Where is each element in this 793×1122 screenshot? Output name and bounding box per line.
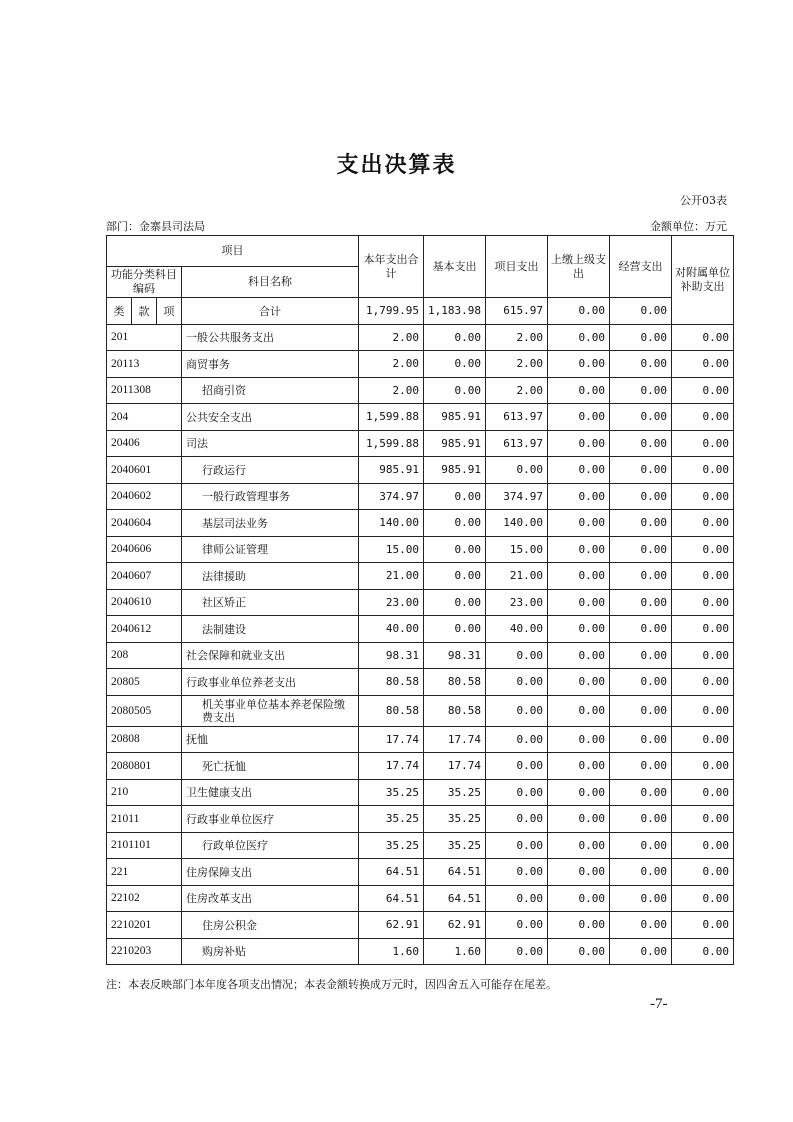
table-row xyxy=(107,536,734,563)
amount-cell: 0.00 xyxy=(672,483,734,510)
amount-cell: 0.00 xyxy=(672,404,734,431)
amount-cell: 0.00 xyxy=(424,536,486,563)
amount-cell: 0.00 xyxy=(672,859,734,886)
amount-cell: 0.00 xyxy=(548,832,610,859)
amount-cell: 40.00 xyxy=(486,616,548,643)
function-code-cell: 20805 xyxy=(107,669,182,696)
table-row xyxy=(107,912,734,939)
amount-cell: 0.00 xyxy=(486,753,548,780)
amount-cell: 98.31 xyxy=(424,642,486,669)
amount-cell: 2.00 xyxy=(359,351,424,378)
amount-cell: 0.00 xyxy=(486,832,548,859)
function-code-cell: 2040607 xyxy=(107,563,182,590)
table-row xyxy=(107,351,734,378)
amount-cell: 0.00 xyxy=(486,859,548,886)
amount-cell: 0.00 xyxy=(610,885,672,912)
function-code-cell: 2210203 xyxy=(107,938,182,965)
amount-cell: 23.00 xyxy=(486,589,548,616)
amount-cell: 0.00 xyxy=(548,859,610,886)
amount-cell: 0.00 xyxy=(672,377,734,404)
amount-cell: 0.00 xyxy=(486,885,548,912)
amount-cell: 0.00 xyxy=(548,753,610,780)
amount-cell: 0.00 xyxy=(486,457,548,484)
subject-name-cell: 基层司法业务 xyxy=(182,510,359,537)
amount-cell: 0.00 xyxy=(424,324,486,351)
amount-cell: 35.25 xyxy=(424,806,486,833)
subject-name-cell: 一般行政管理事务 xyxy=(182,483,359,510)
subject-name-cell: 行政事业单位医疗 xyxy=(182,806,359,833)
amount-cell: 613.97 xyxy=(486,430,548,457)
table-row xyxy=(107,779,734,806)
amount-cell: 2.00 xyxy=(359,324,424,351)
amount-cell: 0.00 xyxy=(672,430,734,457)
amount-cell: 0.00 xyxy=(672,885,734,912)
amount-cell: 1.60 xyxy=(424,938,486,965)
subject-name-cell: 行政运行 xyxy=(182,457,359,484)
amount-cell: 0.00 xyxy=(610,779,672,806)
amount-cell: 17.74 xyxy=(424,726,486,753)
amount-cell: 35.25 xyxy=(424,832,486,859)
amount-cell: 985.91 xyxy=(424,430,486,457)
amount-cell: 0.00 xyxy=(672,589,734,616)
function-code-cell: 2040606 xyxy=(107,536,182,563)
function-code-cell: 20808 xyxy=(107,726,182,753)
amount-cell: 0.00 xyxy=(424,589,486,616)
amount-cell: 0.00 xyxy=(672,753,734,780)
header-lei: 类 xyxy=(107,298,132,325)
amount-cell: 0.00 xyxy=(610,669,672,696)
total-value: 615.97 xyxy=(486,298,548,325)
function-code-cell: 2210201 xyxy=(107,912,182,939)
table-row xyxy=(107,563,734,590)
function-code-cell: 2040604 xyxy=(107,510,182,537)
header-total: 本年支出合计 xyxy=(359,236,424,298)
amount-cell: 62.91 xyxy=(359,912,424,939)
amount-cell: 0.00 xyxy=(548,510,610,537)
amount-cell: 0.00 xyxy=(672,536,734,563)
amount-cell: 0.00 xyxy=(548,404,610,431)
subject-name-cell: 住房改革支出 xyxy=(182,885,359,912)
header-upper: 上缴上级支出 xyxy=(548,236,610,298)
amount-cell: 2.00 xyxy=(486,377,548,404)
subject-name-cell: 抚恤 xyxy=(182,726,359,753)
amount-cell: 0.00 xyxy=(486,642,548,669)
total-label: 合计 xyxy=(182,298,359,325)
function-code-cell: 208 xyxy=(107,642,182,669)
amount-cell: 985.91 xyxy=(359,457,424,484)
subject-name-cell: 公共安全支出 xyxy=(182,404,359,431)
amount-cell: 0.00 xyxy=(610,726,672,753)
amount-cell: 0.00 xyxy=(548,726,610,753)
table-row xyxy=(107,404,734,431)
amount-unit-label: 金额单位：万元 xyxy=(650,220,727,233)
amount-cell: 0.00 xyxy=(610,563,672,590)
function-code-cell: 2080801 xyxy=(107,753,182,780)
amount-cell: 21.00 xyxy=(359,563,424,590)
table-row xyxy=(107,589,734,616)
amount-cell: 0.00 xyxy=(610,642,672,669)
amount-cell: 0.00 xyxy=(672,563,734,590)
amount-cell: 0.00 xyxy=(672,351,734,378)
subject-name-cell: 律师公证管理 xyxy=(182,536,359,563)
amount-cell: 140.00 xyxy=(359,510,424,537)
amount-cell: 0.00 xyxy=(548,483,610,510)
amount-cell: 15.00 xyxy=(359,536,424,563)
amount-cell: 0.00 xyxy=(672,616,734,643)
amount-cell: 0.00 xyxy=(610,351,672,378)
total-value: 0.00 xyxy=(548,298,610,325)
amount-cell: 140.00 xyxy=(486,510,548,537)
header-subject-name: 科目名称 xyxy=(182,267,359,298)
amount-cell: 0.00 xyxy=(672,779,734,806)
amount-cell: 0.00 xyxy=(672,669,734,696)
amount-cell: 2.00 xyxy=(359,377,424,404)
subject-name-cell: 死亡抚恤 xyxy=(182,753,359,780)
total-row xyxy=(107,298,734,325)
amount-cell: 0.00 xyxy=(424,483,486,510)
amount-cell: 0.00 xyxy=(610,536,672,563)
amount-cell: 0.00 xyxy=(610,430,672,457)
subject-name-cell: 司法 xyxy=(182,430,359,457)
amount-cell: 0.00 xyxy=(548,885,610,912)
amount-cell: 0.00 xyxy=(424,377,486,404)
amount-cell: 0.00 xyxy=(672,457,734,484)
function-code-cell: 22102 xyxy=(107,885,182,912)
subject-name-cell: 住房公积金 xyxy=(182,912,359,939)
amount-cell: 0.00 xyxy=(548,351,610,378)
amount-cell: 0.00 xyxy=(548,912,610,939)
amount-cell: 0.00 xyxy=(548,642,610,669)
function-code-cell: 2101101 xyxy=(107,832,182,859)
amount-cell: 0.00 xyxy=(548,563,610,590)
function-code-cell: 204 xyxy=(107,404,182,431)
amount-cell: 17.74 xyxy=(359,726,424,753)
amount-cell: 374.97 xyxy=(486,483,548,510)
function-code-cell: 2040602 xyxy=(107,483,182,510)
header-item: 项目 xyxy=(107,236,359,267)
expenditure-table xyxy=(106,235,734,965)
amount-cell: 80.58 xyxy=(424,695,486,726)
amount-cell: 64.51 xyxy=(359,885,424,912)
amount-cell: 0.00 xyxy=(610,806,672,833)
subject-name-cell: 购房补贴 xyxy=(182,938,359,965)
header-subsidy: 对附属单位补助支出 xyxy=(672,236,734,325)
amount-cell: 0.00 xyxy=(548,589,610,616)
subject-name-cell: 社区矫正 xyxy=(182,589,359,616)
subject-name-cell: 卫生健康支出 xyxy=(182,779,359,806)
amount-cell: 35.25 xyxy=(424,779,486,806)
amount-cell: 0.00 xyxy=(610,324,672,351)
amount-cell: 0.00 xyxy=(486,669,548,696)
amount-cell: 0.00 xyxy=(548,779,610,806)
amount-cell: 0.00 xyxy=(672,324,734,351)
amount-cell: 80.58 xyxy=(359,695,424,726)
subject-name-cell: 法律援助 xyxy=(182,563,359,590)
amount-cell: 0.00 xyxy=(486,779,548,806)
function-code-cell: 21011 xyxy=(107,806,182,833)
amount-cell: 0.00 xyxy=(548,377,610,404)
amount-cell: 0.00 xyxy=(424,351,486,378)
amount-cell: 0.00 xyxy=(610,912,672,939)
function-code-cell: 2040612 xyxy=(107,616,182,643)
amount-cell: 0.00 xyxy=(548,695,610,726)
footnote: 注：本表反映部门本年度各项支出情况；本表金额转换成万元时，因四舍五入可能存在尾差。 xyxy=(106,978,557,991)
amount-cell: 0.00 xyxy=(672,510,734,537)
amount-cell: 0.00 xyxy=(672,832,734,859)
subject-name-cell: 行政事业单位养老支出 xyxy=(182,669,359,696)
department-label: 部门：金寨县司法局 xyxy=(106,220,205,233)
amount-cell: 0.00 xyxy=(610,377,672,404)
table-row xyxy=(107,753,734,780)
amount-cell: 17.74 xyxy=(359,753,424,780)
amount-cell: 1,599.88 xyxy=(359,404,424,431)
amount-cell: 0.00 xyxy=(486,695,548,726)
header-project: 项目支出 xyxy=(486,236,548,298)
amount-cell: 98.31 xyxy=(359,642,424,669)
header-func-code: 功能分类科目编码 xyxy=(107,267,182,298)
amount-cell: 35.25 xyxy=(359,779,424,806)
amount-cell: 0.00 xyxy=(548,669,610,696)
table-row xyxy=(107,510,734,537)
amount-cell: 0.00 xyxy=(486,912,548,939)
total-value: 0.00 xyxy=(610,298,672,325)
amount-cell: 0.00 xyxy=(610,859,672,886)
table-row xyxy=(107,642,734,669)
subject-name-cell: 住房保障支出 xyxy=(182,859,359,886)
form-number: 公开03表 xyxy=(680,194,727,207)
amount-cell: 0.00 xyxy=(672,938,734,965)
amount-cell: 0.00 xyxy=(672,806,734,833)
table-row xyxy=(107,457,734,484)
amount-cell: 40.00 xyxy=(359,616,424,643)
table-row xyxy=(107,324,734,351)
amount-cell: 0.00 xyxy=(610,695,672,726)
amount-cell: 35.25 xyxy=(359,806,424,833)
amount-cell: 15.00 xyxy=(486,536,548,563)
amount-cell: 613.97 xyxy=(486,404,548,431)
table-row xyxy=(107,726,734,753)
header-kuan: 款 xyxy=(132,298,157,325)
table-row xyxy=(107,885,734,912)
table-row xyxy=(107,616,734,643)
amount-cell: 0.00 xyxy=(610,616,672,643)
table-row xyxy=(107,483,734,510)
total-value: 1,799.95 xyxy=(359,298,424,325)
function-code-cell: 2080505 xyxy=(107,695,182,726)
function-code-cell: 20406 xyxy=(107,430,182,457)
subject-name-cell: 社会保障和就业支出 xyxy=(182,642,359,669)
amount-cell: 64.51 xyxy=(424,859,486,886)
amount-cell: 62.91 xyxy=(424,912,486,939)
amount-cell: 374.97 xyxy=(359,483,424,510)
amount-cell: 64.51 xyxy=(359,859,424,886)
amount-cell: 0.00 xyxy=(672,695,734,726)
function-code-cell: 2040601 xyxy=(107,457,182,484)
function-code-cell: 20113 xyxy=(107,351,182,378)
amount-cell: 0.00 xyxy=(610,938,672,965)
amount-cell: 2.00 xyxy=(486,351,548,378)
header-basic: 基本支出 xyxy=(424,236,486,298)
function-code-cell: 221 xyxy=(107,859,182,886)
function-code-cell: 210 xyxy=(107,779,182,806)
amount-cell: 21.00 xyxy=(486,563,548,590)
amount-cell: 0.00 xyxy=(672,726,734,753)
amount-cell: 1.60 xyxy=(359,938,424,965)
function-code-cell: 2040610 xyxy=(107,589,182,616)
function-code-cell: 201 xyxy=(107,324,182,351)
table-row xyxy=(107,832,734,859)
amount-cell: 0.00 xyxy=(610,404,672,431)
amount-cell: 0.00 xyxy=(672,642,734,669)
amount-cell: 0.00 xyxy=(610,753,672,780)
amount-cell: 0.00 xyxy=(548,806,610,833)
amount-cell: 0.00 xyxy=(424,510,486,537)
amount-cell: 0.00 xyxy=(548,324,610,351)
total-value: 1,183.98 xyxy=(424,298,486,325)
page-number: -7- xyxy=(650,996,668,1012)
amount-cell: 64.51 xyxy=(424,885,486,912)
amount-cell: 0.00 xyxy=(548,938,610,965)
subject-name-cell: 法制建设 xyxy=(182,616,359,643)
amount-cell: 0.00 xyxy=(610,483,672,510)
amount-cell: 0.00 xyxy=(486,806,548,833)
amount-cell: 0.00 xyxy=(610,589,672,616)
table-row xyxy=(107,377,734,404)
amount-cell: 985.91 xyxy=(424,457,486,484)
amount-cell: 2.00 xyxy=(486,324,548,351)
page-title: 支出决算表 xyxy=(336,152,457,178)
amount-cell: 80.58 xyxy=(424,669,486,696)
amount-cell: 17.74 xyxy=(424,753,486,780)
amount-cell: 0.00 xyxy=(424,616,486,643)
table-row xyxy=(107,938,734,965)
table-row xyxy=(107,859,734,886)
amount-cell: 0.00 xyxy=(610,510,672,537)
subject-name-cell: 商贸事务 xyxy=(182,351,359,378)
amount-cell: 0.00 xyxy=(548,457,610,484)
amount-cell: 0.00 xyxy=(424,563,486,590)
amount-cell: 1,599.88 xyxy=(359,430,424,457)
subject-name-cell: 一般公共服务支出 xyxy=(182,324,359,351)
subject-name-cell: 行政单位医疗 xyxy=(182,832,359,859)
table-row xyxy=(107,695,734,726)
table-row xyxy=(107,669,734,696)
amount-cell: 0.00 xyxy=(672,912,734,939)
amount-cell: 0.00 xyxy=(610,457,672,484)
amount-cell: 0.00 xyxy=(548,430,610,457)
amount-cell: 0.00 xyxy=(486,938,548,965)
table-row xyxy=(107,430,734,457)
amount-cell: 80.58 xyxy=(359,669,424,696)
amount-cell: 0.00 xyxy=(610,832,672,859)
amount-cell: 0.00 xyxy=(548,616,610,643)
amount-cell: 23.00 xyxy=(359,589,424,616)
header-xiang: 项 xyxy=(157,298,182,325)
subject-name-cell: 招商引资 xyxy=(182,377,359,404)
amount-cell: 985.91 xyxy=(424,404,486,431)
amount-cell: 0.00 xyxy=(548,536,610,563)
subject-name-cell: 机关事业单位基本养老保险缴费支出 xyxy=(182,695,359,726)
amount-cell: 35.25 xyxy=(359,832,424,859)
header-operating: 经营支出 xyxy=(610,236,672,298)
table-row xyxy=(107,806,734,833)
amount-cell: 0.00 xyxy=(486,726,548,753)
function-code-cell: 2011308 xyxy=(107,377,182,404)
